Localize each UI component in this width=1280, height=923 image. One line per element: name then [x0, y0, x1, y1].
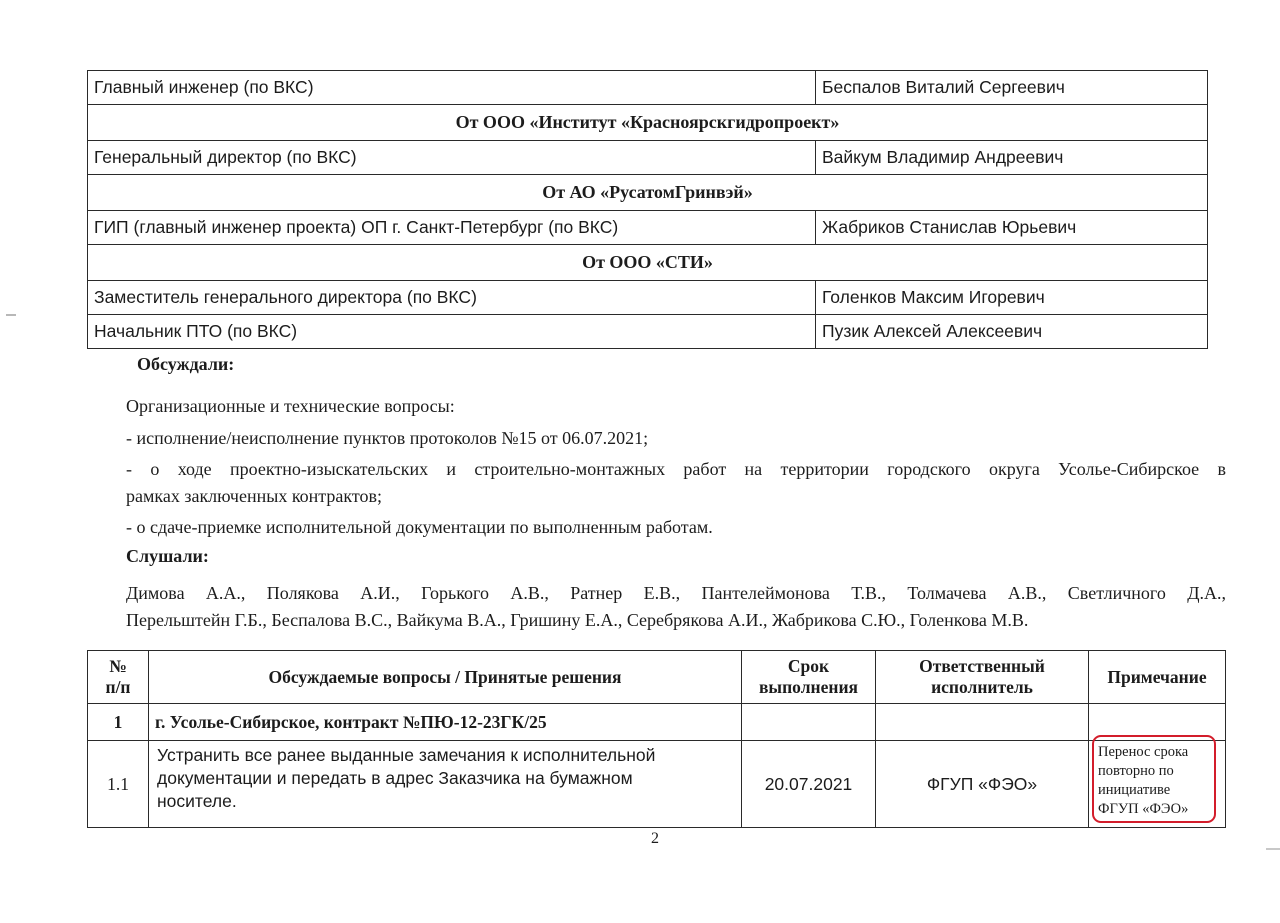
participant-position: Главный инженер (по ВКС) [88, 71, 816, 105]
page-number: 2 [651, 830, 659, 847]
participant-name: Голенков Максим Игоревич [816, 281, 1208, 315]
heard-heading: Слушали: [126, 546, 209, 566]
header-responsible-line: Ответственный [919, 656, 1045, 676]
header-number-line: п/п [105, 677, 131, 697]
discussed-item: - о ходе проектно-изыскательских и строительно-монтажных работ на территории городского округа Усолье-Сибирское в [126, 459, 1226, 479]
participant-row [88, 71, 1208, 105]
organization-title: От ООО «СТИ» [88, 245, 1208, 281]
item-deadline: 20.07.2021 [742, 741, 876, 828]
heard-line: Перельштейн Г.Б., Беспалова В.С., Вайкума В.А., Гришину Е.А., Серебрякова А.И., Жабрикова С.Ю., Голенкова М.В. [126, 610, 1029, 630]
organization-row [88, 175, 1208, 211]
table-header-row [88, 651, 1226, 704]
decisions-table [87, 650, 1226, 828]
note-line: инициативе [1098, 782, 1171, 798]
participant-position: Заместитель генерального директора (по ВКС) [88, 281, 816, 315]
participant-row [88, 315, 1208, 349]
header-deadline [742, 651, 876, 704]
discussed-intro: Организационные и технические вопросы: [126, 396, 455, 416]
header-number-line: № [109, 656, 127, 676]
participant-row [88, 211, 1208, 245]
participant-name: Вайкум Владимир Андреевич [816, 141, 1208, 175]
participants-table [87, 70, 1208, 349]
discussed-item: - исполнение/неисполнение пунктов протоколов №15 от 06.07.2021; [126, 428, 649, 448]
header-note: Примечание [1089, 651, 1226, 704]
item-task-line: Устранить все ранее выданные замечания к исполнительной [157, 745, 656, 765]
participant-name: Беспалов Виталий Сергеевич [816, 71, 1208, 105]
heard-line: Димова А.А., Полякова А.И., Горького А.В., Ратнер Е.В., Пантелеймонова Т.В., Толмачева А.В., Светличного Д.А., [126, 583, 1226, 603]
note-line: повторно по [1098, 763, 1174, 779]
discussed-item: - о сдаче-приемке исполнительной документации по выполненным работам. [126, 517, 713, 537]
organization-title: От АО «РусатомГринвэй» [88, 175, 1208, 211]
participant-position: ГИП (главный инженер проекта) ОП г. Санкт-Петербург (по ВКС) [88, 211, 816, 245]
empty-cell [742, 704, 876, 741]
item-task [149, 741, 742, 828]
header-number [88, 651, 149, 704]
section-row [88, 704, 1226, 741]
red-highlight-annotation [1092, 735, 1216, 823]
section-number: 1 [88, 704, 149, 741]
table-row [88, 741, 1226, 828]
note-line: Перенос срока [1098, 744, 1189, 760]
item-note [1089, 741, 1226, 828]
note-line: ФГУП «ФЭО» [1098, 801, 1189, 817]
scan-artifact-mark [1266, 848, 1280, 850]
item-number: 1.1 [88, 741, 149, 828]
scan-artifact-mark [6, 314, 16, 316]
participant-name: Жабриков Станислав Юрьевич [816, 211, 1208, 245]
organization-title: От ООО «Институт «Красноярскгидропроект» [88, 105, 1208, 141]
header-deadline-line: Срок [787, 656, 830, 676]
header-deadline-line: выполнения [758, 677, 859, 697]
header-responsible-line: исполнитель [931, 677, 1033, 697]
discussed-heading: Обсуждали: [137, 354, 235, 374]
participant-row [88, 141, 1208, 175]
section-title: г. Усолье-Сибирское, контракт №ПЮ-12-23ГК/25 [149, 704, 742, 741]
participant-position: Генеральный директор (по ВКС) [88, 141, 816, 175]
item-task-line: документации и передать в адрес Заказчика на бумажном [157, 768, 633, 788]
participant-row [88, 281, 1208, 315]
participant-position: Начальник ПТО (по ВКС) [88, 315, 816, 349]
organization-row [88, 105, 1208, 141]
item-task-line: носителе. [157, 791, 237, 811]
discussed-item-continuation: рамках заключенных контрактов; [126, 486, 383, 506]
item-responsible: ФГУП «ФЭО» [876, 741, 1089, 828]
header-responsible [876, 651, 1089, 704]
organization-row [88, 245, 1208, 281]
participant-name: Пузик Алексей Алексеевич [816, 315, 1208, 349]
empty-cell [876, 704, 1089, 741]
header-questions: Обсуждаемые вопросы / Принятые решения [149, 651, 742, 704]
